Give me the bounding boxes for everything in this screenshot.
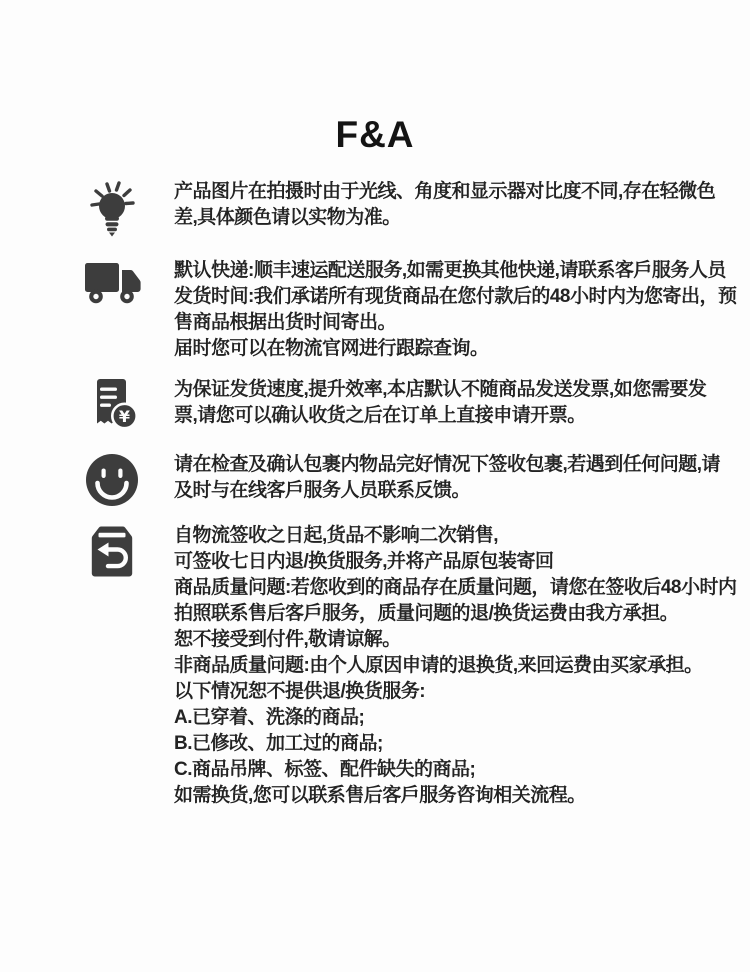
text-line: 产品图片在拍摄时由于光线、角度和显示器对比度不同,存在轻微色 [174, 181, 716, 202]
text-line: 默认快递:顺丰速运配送服务,如需更换其他快递,请联系客戶服务人员 [174, 260, 726, 281]
text-line: 差,具体颜色请以实物为准。 [174, 207, 401, 228]
text-line: 及时与在线客戶服务人员联系反馈。 [174, 480, 471, 501]
notice-text-color-difference [174, 179, 715, 231]
text-line: 为保证发货速度,提升效率,本店默认不随商品发送发票,如您需要发 [174, 379, 707, 400]
notice-text-invoice [174, 377, 706, 429]
notice-section-shipping [84, 258, 737, 362]
text-line: 如需换货,您可以联系售后客戶服务咨询相关流程。 [174, 785, 586, 806]
notice-text-inspection [174, 452, 720, 504]
notice-section-color-difference [84, 179, 716, 237]
notice-text-returns [174, 523, 736, 809]
text-line: 售商品根据出货时间寄出。 [174, 312, 397, 333]
svg-text:¥: ¥ [118, 407, 131, 426]
text-line: 以下情况恕不提供退/换货服务: [174, 681, 426, 702]
text-line: 非商品质量问题:由个人原因申请的退换货,来回运费由买家承担。 [174, 655, 703, 676]
smiley-icon [84, 452, 141, 508]
text-line: A.已穿着、洗涤的商品; [174, 707, 365, 728]
lightbulb-icon [84, 179, 141, 237]
text-line: 商品质量问题:若您收到的商品存在质量问题，请您在签收后48小时内 [174, 577, 737, 598]
notice-section-returns [84, 523, 737, 809]
text-line: 可签收七日内退/换货服务,并将产品原包装寄回 [174, 551, 554, 572]
return-package-icon [84, 523, 141, 581]
notice-section-inspection [84, 452, 721, 508]
text-line: 拍照联系售后客戶服务，质量问题的退/换货运费由我方承担。 [174, 603, 679, 624]
notice-text-shipping [174, 258, 736, 362]
text-line: 恕不接受到付件,敬请谅解。 [174, 629, 401, 650]
text-line: 发货时间:我们承诺所有现货商品在您付款后的48小时内为您寄出，预 [174, 286, 737, 307]
text-line: B.已修改、加工过的商品; [174, 733, 383, 754]
delivery-truck-icon [84, 258, 141, 310]
text-line: 自物流签收之日起,货品不影响二次销售, [174, 525, 499, 546]
text-line: 请在检查及确认包裹内物品完好情况下签收包裹,若遇到任何问题,请 [174, 454, 721, 475]
invoice-icon [84, 377, 141, 433]
text-line: 届时您可以在物流官网进行跟踪查询。 [174, 338, 489, 359]
text-line: C.商品吊牌、标签、配件缺失的商品; [174, 759, 476, 780]
page-title: F&A [335, 114, 415, 155]
notice-section-invoice [84, 377, 707, 433]
text-line: 票,请您可以确认收货之后在订单上直接申请开票。 [174, 405, 586, 426]
